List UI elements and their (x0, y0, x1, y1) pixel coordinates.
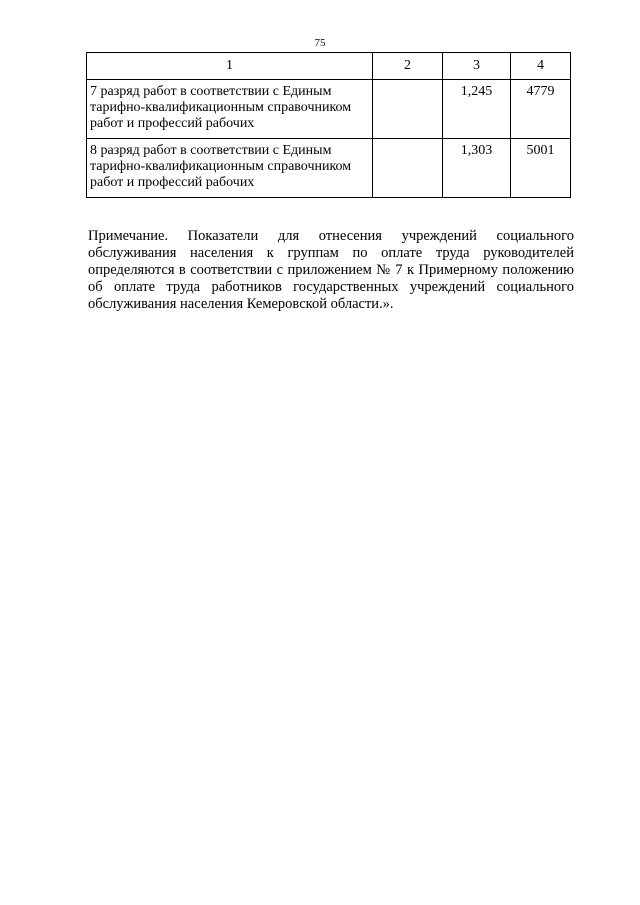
table-row (87, 80, 571, 139)
table-header-cell: 2 (373, 53, 443, 80)
page-number: 75 (314, 37, 326, 49)
salary-coefficient-table (86, 52, 571, 198)
table-header-row (87, 53, 571, 80)
table-cell-coefficient: 1,245 (443, 80, 511, 139)
table-row (87, 139, 571, 198)
table-header-cell: 1 (87, 53, 373, 80)
table-cell-coefficient: 1,303 (443, 139, 511, 198)
table-cell-salary: 4779 (511, 80, 571, 139)
table-cell-col2 (373, 139, 443, 198)
table-cell-col2 (373, 80, 443, 139)
table-cell-salary: 5001 (511, 139, 571, 198)
table-cell-name: 8 разряд работ в соответствии с Единым тарифно-квалификационным справочником работ и профессий рабочих (87, 139, 373, 198)
table-header-cell: 4 (511, 53, 571, 80)
note-paragraph: Примечание. Показатели для отнесения учреждений социального обслуживания населения к группам по оплате труда руководителей определяются в соответствии с приложением № 7 к Примерному положению об оплате труда работников государственных учреждений социального обслуживания населения Кемеровской области.». (88, 228, 574, 312)
table-header-cell: 3 (443, 53, 511, 80)
table-cell-name: 7 разряд работ в соответствии с Единым тарифно-квалификационным справочником работ и профессий рабочих (87, 80, 373, 139)
